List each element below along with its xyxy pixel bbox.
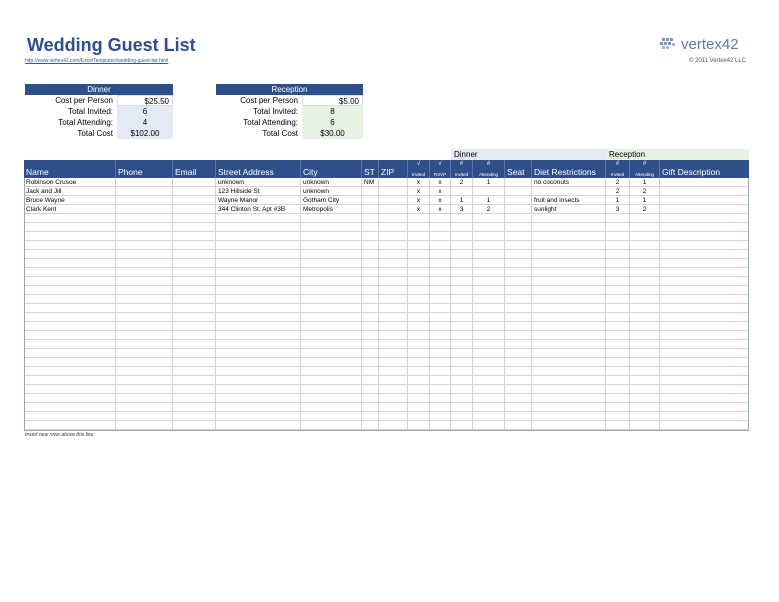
cell-diet[interactable]: no coconuts [532, 178, 606, 187]
cell-d-attending[interactable]: 1 [473, 196, 505, 205]
cell-invited[interactable]: x [408, 187, 430, 196]
col-header-phone[interactable]: Phone [116, 160, 173, 178]
reception-band [606, 149, 749, 160]
logo-text: vertex42 [681, 36, 739, 53]
summary-label: Total Invited: [68, 107, 113, 116]
col-header-seat[interactable]: Seat [505, 160, 532, 178]
column-header-row [24, 160, 749, 178]
cell-city[interactable]: unknown [301, 178, 362, 187]
copyright: © 2011 Vertex42 LLC [689, 58, 747, 64]
col-header-rsvp[interactable]: √ RSVP [430, 160, 451, 178]
cell-r-attending[interactable]: 1 [630, 196, 660, 205]
vertex42-logo [658, 36, 748, 54]
cell-street[interactable]: 344 Clinton St, Apt #3B [216, 205, 301, 214]
cell-street[interactable]: 123 Hillside St [216, 187, 301, 196]
dinner-band [451, 149, 606, 160]
cell-street[interactable]: unknown [216, 178, 301, 187]
col-header-email[interactable]: Email [173, 160, 216, 178]
cell-invited[interactable]: x [408, 178, 430, 187]
footer-note: Insert new rows above this line [25, 432, 94, 438]
dinner-summary [25, 84, 173, 139]
cell-d-attending[interactable]: 2 [473, 205, 505, 214]
reception-total-cost: $30.00 [302, 128, 363, 139]
col-header-dinner-attending[interactable]: # Attending [473, 160, 505, 178]
cell-r-invited[interactable]: 2 [606, 187, 630, 196]
reception-cost-per-person-input[interactable]: $5.00 [302, 95, 363, 106]
dinner-total-attending: 4 [117, 117, 173, 128]
cell-street[interactable]: Wayne Manor [216, 196, 301, 205]
col-header-dinner-invited[interactable]: # Invited [451, 160, 473, 178]
cell-r-attending[interactable]: 2 [630, 205, 660, 214]
cell-name[interactable]: Jack and Jill [24, 187, 116, 196]
col-header-reception-invited[interactable]: # Invited [606, 160, 630, 178]
summary-label: Total Attending: [58, 118, 113, 127]
cell-invited[interactable]: x [408, 205, 430, 214]
cell-r-attending[interactable]: 2 [630, 187, 660, 196]
summary-label: Cost per Person [240, 96, 298, 105]
cell-r-invited[interactable]: 1 [606, 196, 630, 205]
col-header-name[interactable]: Name [24, 160, 116, 178]
summary-label: Total Cost [77, 129, 113, 138]
reception-summary-heading: Reception [216, 84, 363, 95]
cell-city[interactable]: Gotham City [301, 196, 362, 205]
table-outline [24, 178, 749, 431]
cell-rsvp[interactable]: x [430, 205, 451, 214]
cell-name[interactable]: Robinson Crusoe [24, 178, 116, 187]
cell-rsvp[interactable]: x [430, 196, 451, 205]
cell-invited[interactable]: x [408, 196, 430, 205]
cell-d-invited[interactable]: 3 [451, 205, 473, 214]
dinner-band-label: Dinner [454, 150, 478, 159]
summary-label: Total Invited: [253, 107, 298, 116]
summary-label: Total Attending: [243, 118, 298, 127]
cell-d-invited[interactable]: 1 [451, 196, 473, 205]
cell-d-invited[interactable]: 2 [451, 178, 473, 187]
col-header-gift[interactable]: Gift Description [662, 167, 721, 177]
cell-rsvp[interactable]: x [430, 187, 451, 196]
cell-name[interactable]: Clark Kent [24, 205, 116, 214]
reception-summary [216, 84, 363, 139]
cell-diet[interactable]: sunlight [532, 205, 606, 214]
col-header-st[interactable]: ST [362, 160, 379, 178]
cell-r-attending[interactable]: 1 [630, 178, 660, 187]
col-header-diet[interactable]: Diet Restrictions [532, 160, 606, 178]
cell-d-attending[interactable]: 1 [473, 178, 505, 187]
dinner-summary-heading: Dinner [25, 84, 173, 95]
dinner-total-cost: $102.00 [117, 128, 173, 139]
col-header-zip[interactable]: ZIP [379, 160, 408, 178]
summary-label: Total Cost [262, 129, 298, 138]
reception-total-invited: 8 [302, 106, 363, 117]
cell-rsvp[interactable]: x [430, 178, 451, 187]
logo-cube-icon [658, 36, 680, 52]
cell-r-invited[interactable]: 2 [606, 178, 630, 187]
cell-city[interactable]: Metropolis [301, 205, 362, 214]
col-header-invited[interactable]: √ Invited [408, 160, 430, 178]
reception-band-label: Reception [609, 150, 646, 159]
cell-city[interactable]: unknown [301, 187, 362, 196]
cell-name[interactable]: Bruce Wayne [24, 196, 116, 205]
dinner-cost-per-person-input[interactable]: $25.50 [117, 95, 173, 106]
dinner-total-invited: 6 [117, 106, 173, 117]
page-title: Wedding Guest List [27, 35, 196, 55]
cell-diet[interactable]: fruit and insects [532, 196, 606, 205]
col-header-reception-attending[interactable]: # Attending [630, 160, 660, 178]
col-header-street[interactable]: Street Address [216, 160, 301, 178]
template-url-link[interactable]: http://www.vertex42.com/ExcelTemplates/wedding-guest-list.html [25, 58, 169, 64]
summary-label: Cost per Person [55, 96, 113, 105]
reception-total-attending: 6 [302, 117, 363, 128]
cell-st[interactable]: NM [362, 178, 379, 187]
col-header-city[interactable]: City [301, 160, 362, 178]
cell-r-invited[interactable]: 3 [606, 205, 630, 214]
